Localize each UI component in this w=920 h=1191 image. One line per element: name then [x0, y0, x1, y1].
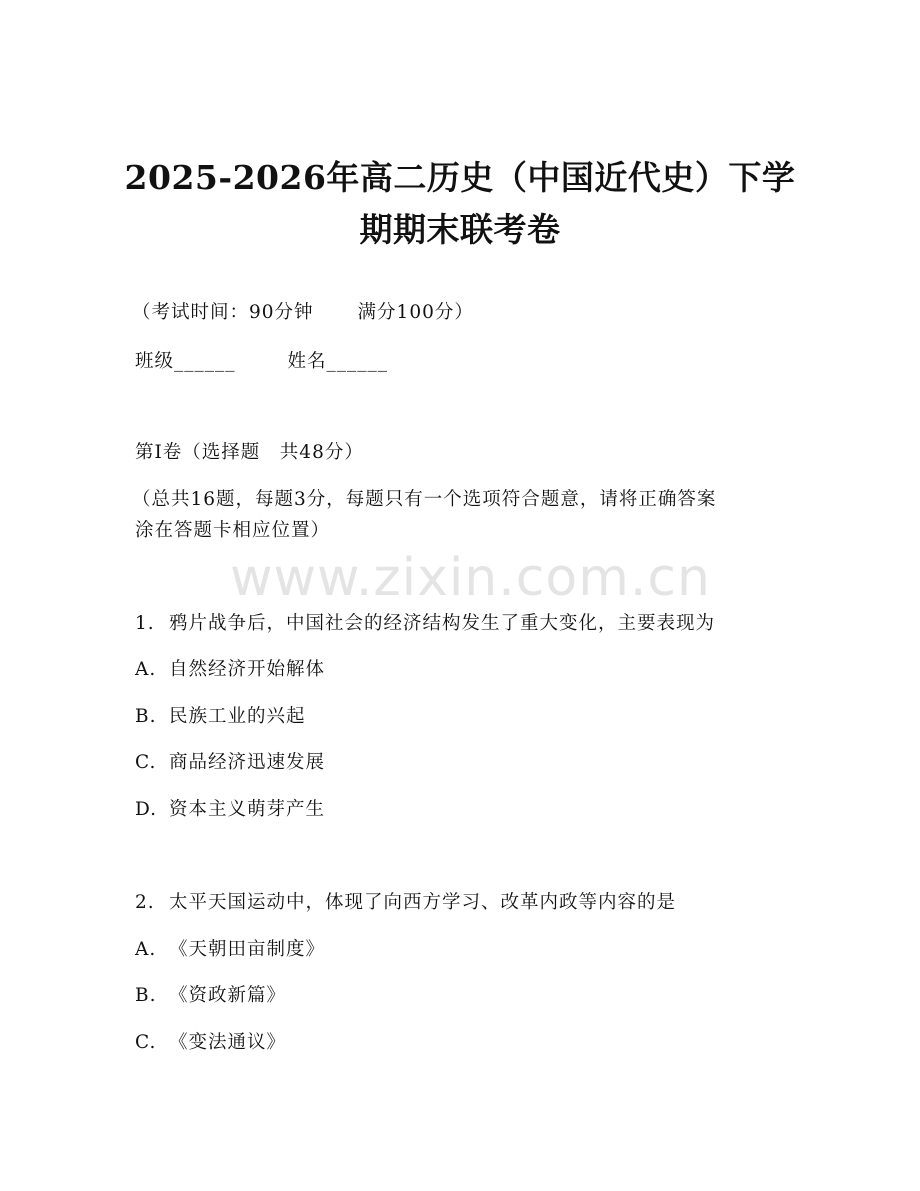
exam-info	[132, 300, 474, 326]
question-1	[135, 611, 715, 637]
option-text: 资本主义萌芽产生	[169, 799, 326, 820]
option-text: 自然经济开始解体	[169, 659, 326, 680]
exam-title-line-2: 期期末联考卷	[359, 210, 561, 249]
option-text: 商品经济迅速发展	[169, 752, 326, 773]
question-number: 2.	[135, 892, 155, 913]
name-field: 姓名______	[287, 351, 389, 372]
question-number: 1.	[135, 613, 155, 634]
q1-option-b	[135, 704, 306, 730]
student-info	[135, 349, 388, 375]
section-instructions-2: 涂在答题卡相应位置）	[135, 520, 331, 541]
class-field: 班级______	[135, 351, 236, 372]
option-text: 民族工业的兴起	[169, 706, 306, 727]
option-letter: C.	[135, 1032, 157, 1053]
option-letter: C.	[135, 752, 157, 773]
option-letter: B.	[135, 985, 157, 1006]
q1-option-c	[135, 750, 325, 776]
question-text: 鸦片战争后，中国社会的经济结构发生了重大变化，主要表现为	[169, 613, 716, 634]
question-2	[135, 890, 676, 916]
q2-option-c	[135, 1030, 286, 1056]
section-instructions-1: （总共16题，每题3分，每题只有一个选项符合题意，请将正确答案	[132, 489, 717, 510]
section-header: 第I卷（选择题 共48分）	[135, 442, 364, 463]
option-letter: B.	[135, 706, 157, 727]
watermark: www.zixin.com.cn	[230, 548, 711, 608]
exam-full-score: 满分100分）	[357, 302, 474, 323]
option-text: 《天朝田亩制度》	[169, 939, 326, 960]
q1-option-d	[135, 797, 325, 823]
exam-title-line-1: 2025-2026年高二历史（中国近代史）下学	[124, 158, 796, 197]
option-letter: D.	[135, 799, 158, 820]
q2-option-a	[135, 937, 325, 963]
option-letter: A.	[135, 939, 157, 960]
q2-option-b	[135, 983, 286, 1009]
q1-option-a	[135, 657, 325, 683]
option-text: 《变法通议》	[169, 1032, 287, 1053]
exam-time: （考试时间：90分钟	[132, 302, 314, 323]
option-text: 《资政新篇》	[169, 985, 287, 1006]
question-text: 太平天国运动中，体现了向西方学习、改革内政等内容的是	[169, 892, 677, 913]
option-letter: A.	[135, 659, 157, 680]
